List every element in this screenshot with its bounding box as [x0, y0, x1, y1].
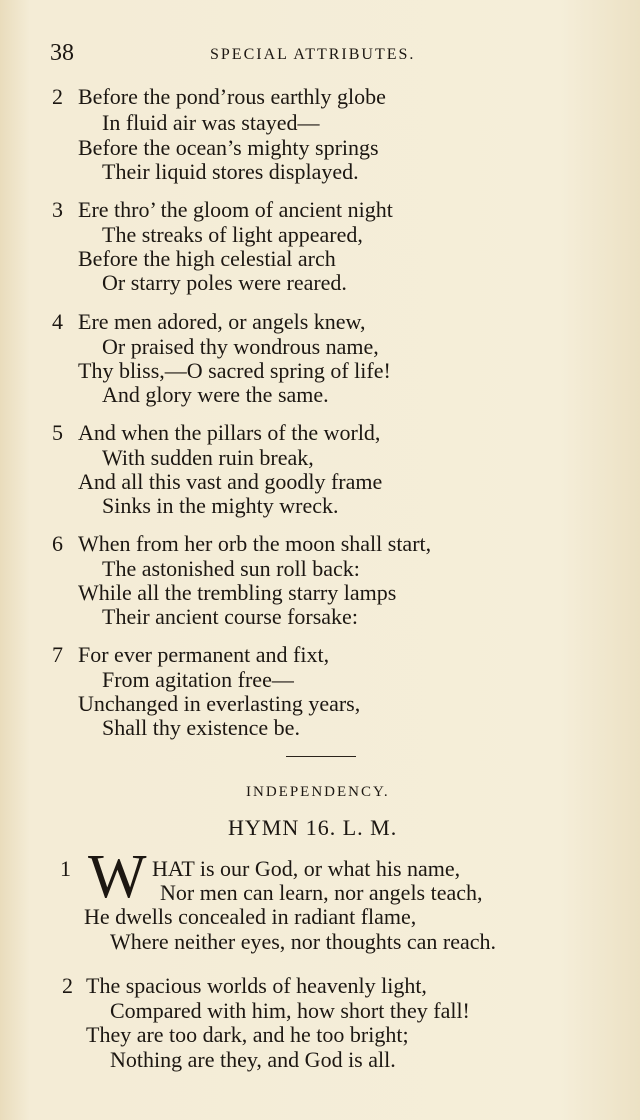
verse-line: While all the trembling starry lamps [78, 580, 397, 605]
verse-line: And glory were the same. [102, 382, 329, 407]
stanza-number: 4 [52, 309, 63, 334]
verse-line: HAT is our God, or what his name, [152, 856, 461, 881]
verse-line: Where neither eyes, nor thoughts can reach. [110, 929, 497, 954]
section-title: INDEPENDENCY. [246, 784, 390, 800]
verse-line: Or starry poles were reared. [102, 270, 347, 295]
verse-line: Thy bliss,—O sacred spring of life! [78, 358, 391, 383]
stanza-number: 5 [52, 420, 63, 445]
verse-line: For ever permanent and fixt, [78, 642, 330, 667]
page-number: 38 [50, 40, 74, 66]
stanza-number: 2 [52, 84, 63, 109]
verse-line: And when the pillars of the world, [78, 420, 381, 445]
drop-cap: W [88, 843, 147, 911]
verse-line: Before the high celestial arch [78, 246, 336, 271]
verse-line: Before the pond’rous earthly globe [78, 84, 386, 109]
stanza-number: 7 [52, 642, 63, 667]
verse-line: The spacious worlds of heavenly light, [86, 973, 427, 998]
verse-line: The astonished sun roll back: [102, 556, 360, 581]
hymn-title: HYMN 16. L. M. [228, 815, 398, 840]
verse-line: Their liquid stores displayed. [102, 159, 359, 184]
verse-line: In fluid air was stayed— [102, 110, 320, 135]
section-divider [286, 756, 356, 757]
stanza-number: 2 [62, 973, 73, 998]
running-head: SPECIAL ATTRIBUTES. [210, 46, 416, 63]
verse-line: Shall thy existence be. [102, 715, 300, 740]
verse-line: Before the ocean’s mighty springs [78, 135, 379, 160]
verse-line: Or praised thy wondrous name, [102, 334, 379, 359]
stanza-number: 6 [52, 531, 63, 556]
stanza-number: 3 [52, 197, 63, 222]
verse-line: And all this vast and goodly frame [78, 469, 383, 494]
verse-line: He dwells concealed in radiant flame, [84, 904, 417, 929]
verse-line: They are too dark, and he too bright; [86, 1022, 409, 1047]
verse-line: Nothing are they, and God is all. [110, 1047, 396, 1072]
verse-line: Unchanged in everlasting years, [78, 691, 361, 716]
verse-line: The streaks of light appeared, [102, 222, 363, 247]
verse-line: From agitation free— [102, 667, 294, 692]
verse-line: With sudden ruin break, [102, 445, 314, 470]
verse-line: Their ancient course forsake: [102, 604, 358, 629]
verse-line: Ere men adored, or angels knew, [78, 309, 366, 334]
stanza-number: 1 [60, 856, 71, 881]
verse-line: Nor men can learn, nor angels teach, [160, 880, 483, 905]
verse-line: When from her orb the moon shall start, [78, 531, 432, 556]
verse-line: Sinks in the mighty wreck. [102, 493, 339, 518]
page-header [50, 40, 600, 70]
verse-line: Ere thro’ the gloom of ancient night [78, 197, 393, 222]
verse-line: Compared with him, how short they fall! [110, 998, 470, 1023]
